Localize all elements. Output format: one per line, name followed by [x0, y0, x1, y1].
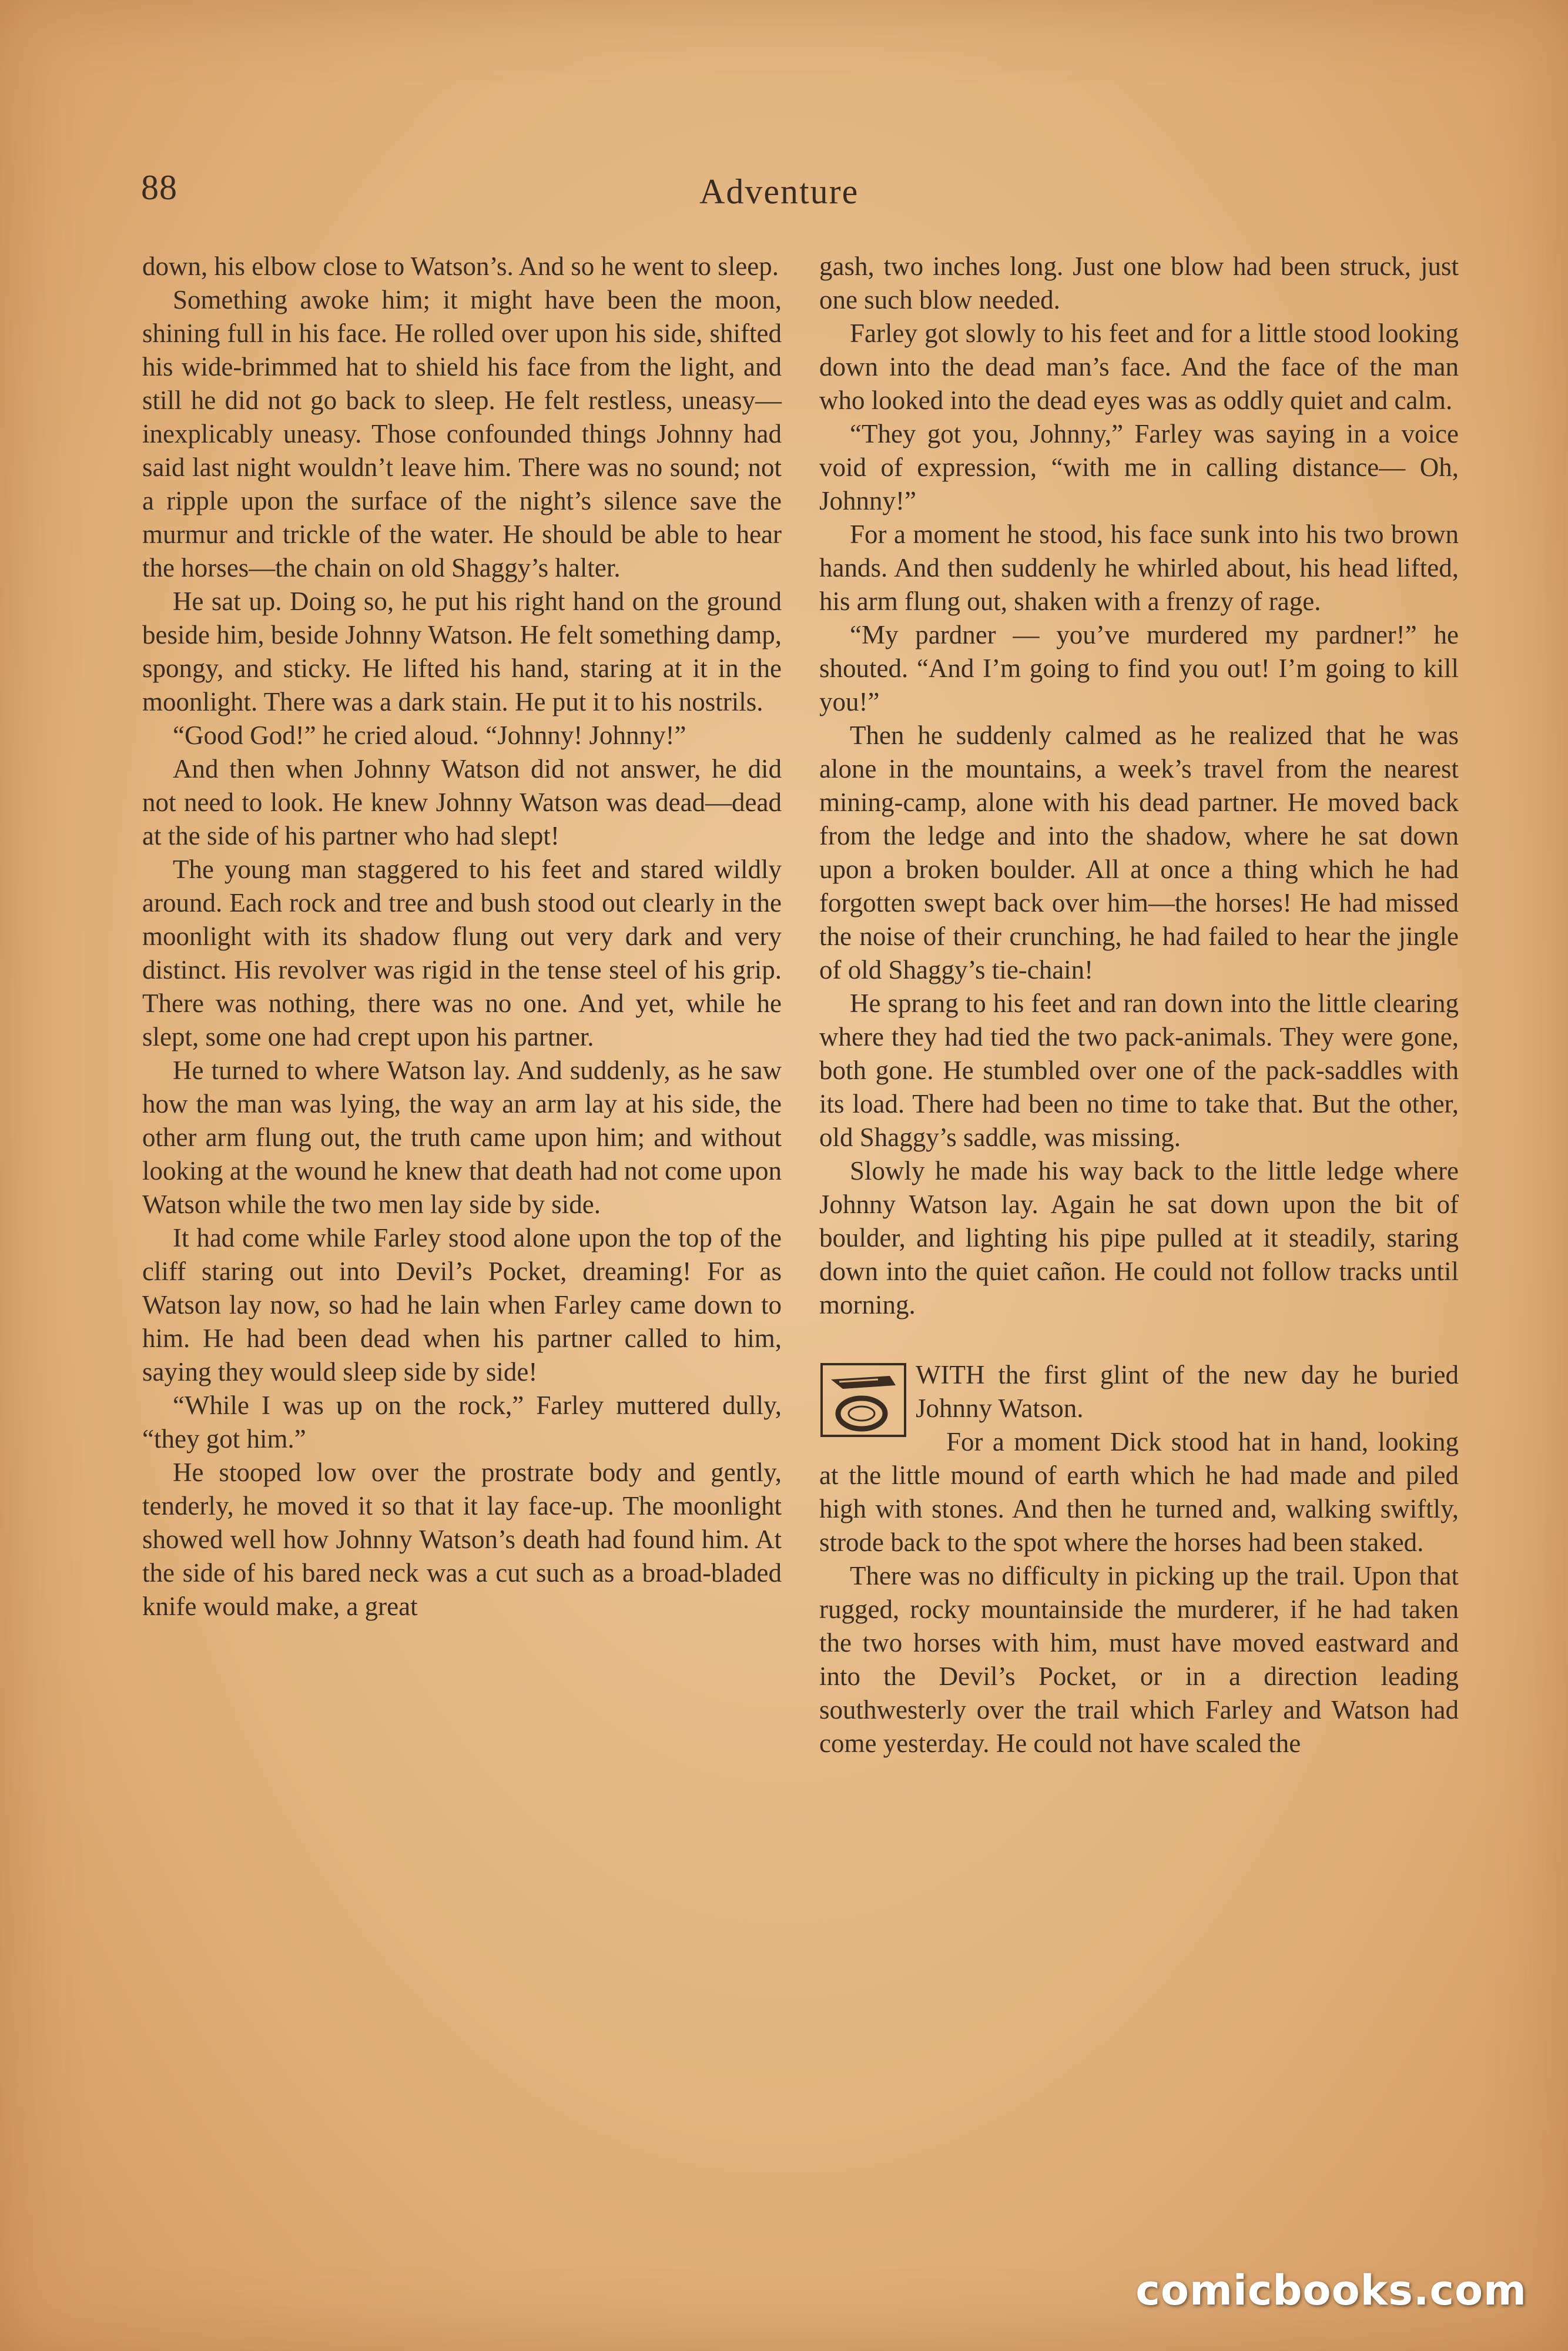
- paragraph: Slowly he made his way back to the little ledge where Johnny Watson lay. Again he sat down upon the bit of boulder, and lighting his pipe pulled at it steadily, staring down into the quiet cañon. He could not follow tracks until morning.: [819, 1156, 1459, 1319]
- paragraph: And then when Johnny Watson did not answer, he did not need to look. He knew Johnny Watson was dead—dead at the side of his partner who had slept!: [142, 754, 782, 850]
- paragraph: It had come while Farley stood alone upon the top of the cliff staring out into Devil’s Pocket, dreaming! For as Watson lay now, so had he lain when Farley came down to him. He had been dead when his partner called to him, saying they would sleep side by side!: [142, 1223, 782, 1387]
- paragraph: The young man staggered to his feet and stared wildly around. Each rock and tree and bush stood out clearly in the moonlight with its shadow flung out very dark and very distinct. His revolver was rigid in the tense steel of his grip. There was nothing, there was no one. And yet, while he slept, some one had crept upon his partner.: [142, 855, 782, 1051]
- paragraph: There was no difficulty in picking up the trail. Upon that rugged, rocky mountainside the murderer, if he had taken the two horses with him, must have moved eastward and into the Devil’s Pocket, or in a direction leading southwesterly over the trail which Farley and Watson had come yesterday. He could not have scaled the: [819, 1561, 1459, 1758]
- paragraph: He sprang to his feet and ran down into the little clearing where they had tied the two pack-animals. They were gone, both gone. He stumbled over one of the pack-saddles with its load. There had been no time to take that. But the other, old Shaggy’s saddle, was missing.: [819, 989, 1459, 1152]
- left-column: [142, 250, 782, 1623]
- paragraph: “They got you, Johnny,” Farley was saying in a voice void of expression, “with me in calling distance— Oh, Johnny!”: [819, 419, 1459, 515]
- paragraph: “While I was up on the rock,” Farley muttered dully, “they got him.”: [142, 1391, 782, 1454]
- running-head: Adventure: [699, 172, 859, 211]
- paragraph: Farley got slowly to his feet and for a little stood looking down into the dead man’s face. And the face of the man who looked into the dead eyes was as oddly quiet and calm.: [819, 319, 1459, 415]
- paragraph: He stooped low over the prostrate body and gently, tenderly, he moved it so that it lay face-up. The moonlight showed well how Johnny Watson’s death had found him. At the side of his bared neck was a cut such as a broad-bladed knife would make, a great: [142, 1458, 782, 1621]
- paragraph: gash, two inches long. Just one blow had been struck, just one such blow needed.: [819, 252, 1459, 314]
- paragraph: He turned to where Watson lay. And suddenly, as he saw how the man was lying, the way an arm lay at his side, the other arm flung out, the truth came upon him; and without looking at the wound he knew that death had not come upon Watson while the two men lay side by side.: [142, 1056, 782, 1219]
- section-break: [819, 1322, 1459, 1358]
- paragraph: For a moment Dick stood hat in hand, looking at the little mound of earth which he had made and piled high with stones. And then he turned and, walking swiftly, strode back to the spot where the horses had been staked.: [819, 1427, 1459, 1557]
- paragraph: Something awoke him; it might have been the moon, shining full in his face. He rolled over upon his side, shifted his wide-brimmed hat to shield his face from the light, and still he did not go back to sleep. He felt restless, uneasy—inexplicably uneasy. Those confounded things Johnny had said last night wouldn’t leave him. There was no sound; not a ripple upon the surface of the night’s silence save the murmur and trickle of the water. He should be able to hear the horses—the chain on old Shaggy’s halter.: [142, 285, 782, 582]
- paragraph: down, his elbow close to Watson’s. And so he went to sleep.: [142, 252, 779, 281]
- paragraph: “Good God!” he cried aloud. “Johnny! Johnny!”: [173, 721, 686, 750]
- paragraph: For a moment he stood, his face sunk into his two brown hands. And then suddenly he whirled about, his head lifted, his arm flung out, shaken with a frenzy of rage.: [819, 520, 1459, 616]
- section-opening-text: WITH the first glint of the new day he buried Johnny Watson.: [916, 1360, 1459, 1423]
- paragraph: “My pardner — you’ve murdered my pardner!” he shouted. “And I’m going to find you out! I’m going to kill you!”: [819, 620, 1459, 716]
- page-number: 88: [141, 168, 177, 207]
- paragraph: He sat up. Doing so, he put his right hand on the ground beside him, beside Johnny Watson. He felt something damp, spongy, and sticky. He lifted his hand, staring at it in the moonlight. There was a dark stain. He put it to his nostrils.: [142, 587, 782, 716]
- watermark: comicbooks.com: [1135, 2266, 1527, 2315]
- section-opening-paragraph: [819, 1358, 1459, 1425]
- paragraph: Then he suddenly calmed as he realized that he was alone in the mountains, a week’s travel from the nearest mining-camp, alone with his dead partner. He moved back from the ledge and into the shadow, where he sat down upon a broken boulder. All at once a thing which he had forgotten swept back over him—the horses! He had missed the noise of their crunching, he had failed to hear the jingle of old Shaggy’s tie-chain!: [819, 721, 1459, 984]
- right-column: [819, 250, 1459, 1760]
- decorative-initial-icon: [819, 1362, 907, 1438]
